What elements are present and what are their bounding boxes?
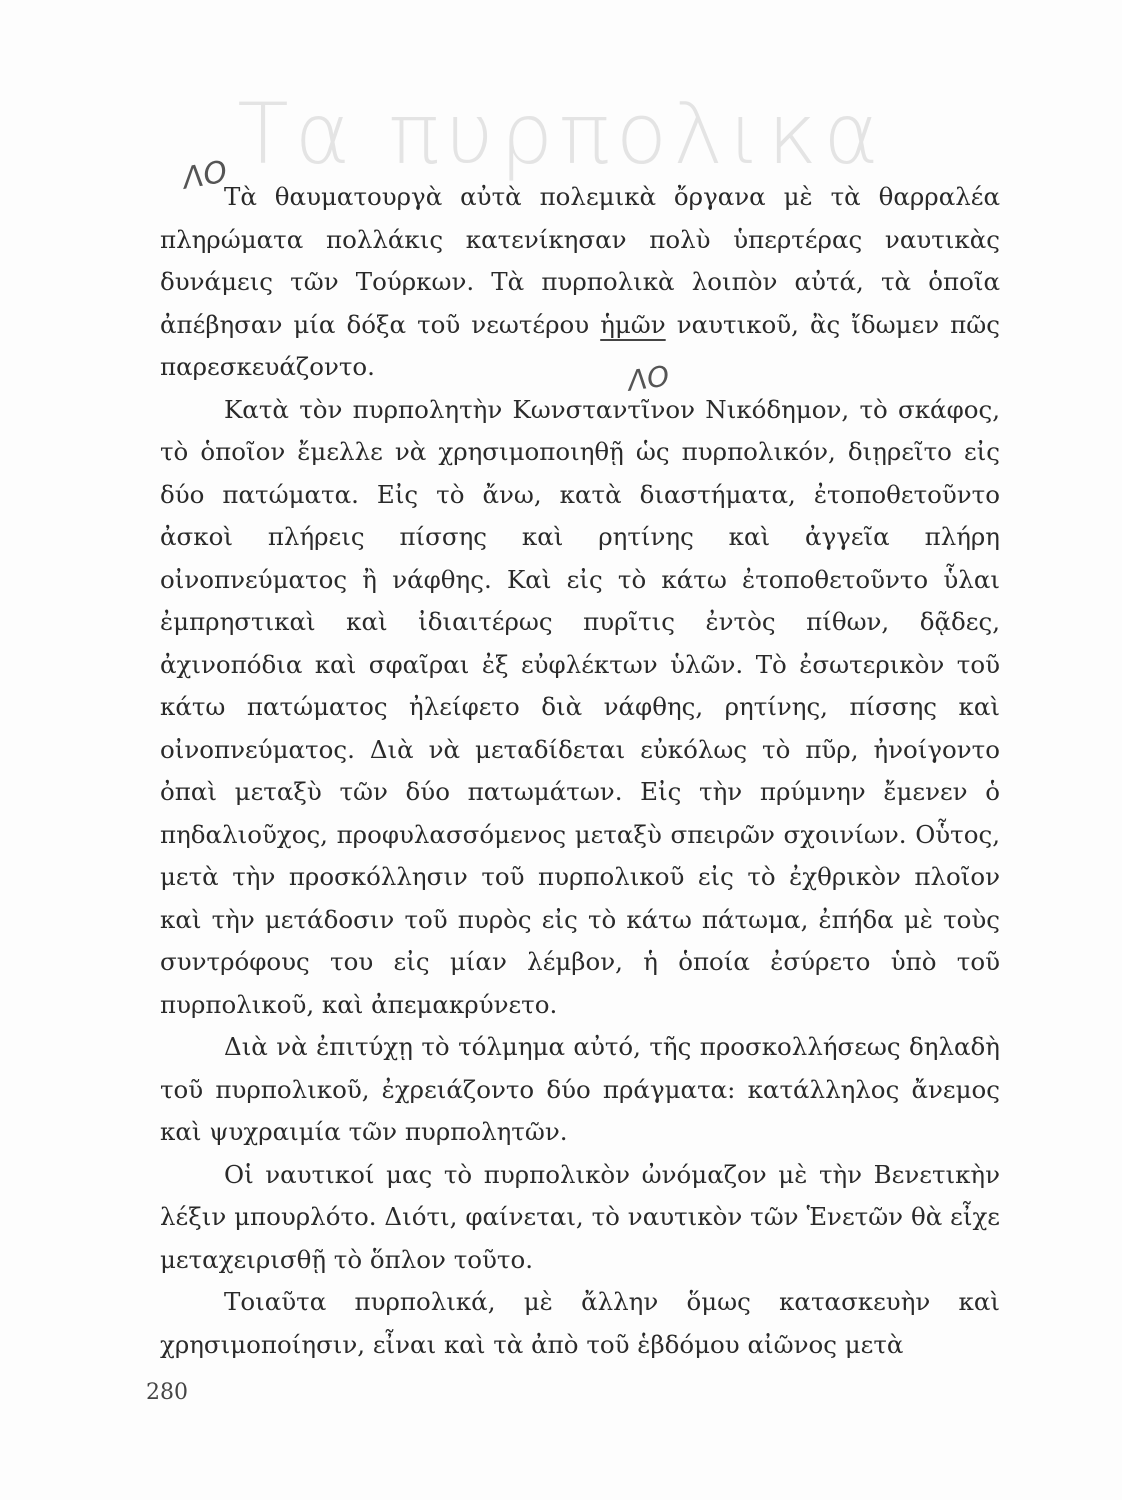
paragraph-1-text-a: Τὰ θαυματουργὰ αὐτὰ πολεμικὰ ὄργανα μὲ τὰ θαρραλέα πληρώματα πολλάκις κατενίκησαν πολὺ ὑπερτέρας ναυτικὰς δυνάμεις τῶν Τούρκων. Τὰ πυρπολικὰ λοιπὸν αὐτά, τὰ ὁποῖα ἀπέβησαν μία δόξα τοῦ νεωτέρου xyxy=(160,182,1000,339)
paragraph-1 xyxy=(160,176,1000,389)
chapter-heading: Τα πυρπολικα xyxy=(237,85,885,183)
handwritten-inline-note: ΛΟ xyxy=(625,359,672,398)
handwritten-margin-note: ΛΟ xyxy=(180,154,230,197)
body-text xyxy=(160,176,1000,1366)
paragraph-5: Τοιαῦτα πυρπολικά, μὲ ἄλλην ὅμως κατασκευὴν καὶ χρησιμοποίησιν, εἶναι καὶ τὰ ἀπὸ τοῦ ἑβδόμου αἰῶνος μετὰ xyxy=(160,1287,1000,1359)
paragraph-2: Κατὰ τὸν πυρπολητὴν Κωνσταντῖνον Νικόδημον, τὸ σκάφος, τὸ ὁποῖον ἔμελλε νὰ χρησιμοποιηθῇ ὡς πυρπολικόν, διῃρεῖτο εἰς δύο πατώματα. Εἰς τὸ ἄνω, κατὰ διαστήματα, ἐτοποθετοῦντο ἀσκοὶ πλήρεις πίσσης καὶ ρητίνης καὶ ἀγγεῖα πλήρη οἰνοπνεύματος ἢ νάφθης. Καὶ εἰς τὸ κάτω ἐτοποθετοῦντο ὗλαι ἐμπρηστικαὶ καὶ ἰδιαιτέρως πυρῖτις ἐντὸς πίθων, δᾷδες, ἀχινοπόδια καὶ σφαῖραι ἐξ εὐφλέκτων ὑλῶν. Τὸ ἐσωτερικὸν τοῦ κάτω πατώματος ἠλείφετο διὰ νάφθης, ρητίνης, πίσσης καὶ οἰνοπνεύματος. Διὰ νὰ μεταδίδεται εὐκόλως τὸ πῦρ, ἠνοίγοντο ὀπαὶ μεταξὺ τῶν δύο πατωμάτων. Εἰς τὴν πρύμνην ἔμενεν ὁ πηδαλιοῦχος, προφυλασσόμενος μεταξὺ σπειρῶν σχοινίων. Οὗτος, μετὰ τὴν προσκόλλησιν τοῦ πυρπολικοῦ εἰς τὸ ἐχθρικὸν πλοῖον καὶ τὴν μετάδοσιν τοῦ πυρὸς εἰς τὸ κάτω πάτωμα, ἐπήδα μὲ τοὺς συντρόφους του εἰς μίαν λέμβον, ἡ ὁποία ἐσύρετο ὑπὸ τοῦ πυρπολικοῦ, καὶ ἀπεμακρύνετο. xyxy=(160,394,1000,1019)
paragraph-4: Οἱ ναυτικοί μας τὸ πυρπολικὸν ὠνόμαζον μὲ τὴν Βενετικὴν λέξιν μπουρλότο. Διότι, φαίνεται, τὸ ναυτικὸν τῶν Ἑνετῶν θὰ εἶχε μεταχειρισθῇ τὸ ὅπλον τοῦτο. xyxy=(160,1159,1000,1274)
paragraph-3: Διὰ νὰ ἐπιτύχῃ τὸ τόλμημα αὐτό, τῆς προσκολλήσεως δηλαδὴ τοῦ πυρπολικοῦ, ἐχρειάζοντο δύο πράγματα: κατάλληλος ἄνεμος καὶ ψυχραιμία τῶν πυρπολητῶν. xyxy=(160,1032,1000,1146)
paragraph-1-text-b: ναυτικοῦ, ἂς ἴδωμεν πῶς παρεσκευάζοντο. xyxy=(160,309,1000,381)
underlined-word: ἡμῶν xyxy=(600,309,666,339)
page-number: 280 xyxy=(146,1380,188,1405)
